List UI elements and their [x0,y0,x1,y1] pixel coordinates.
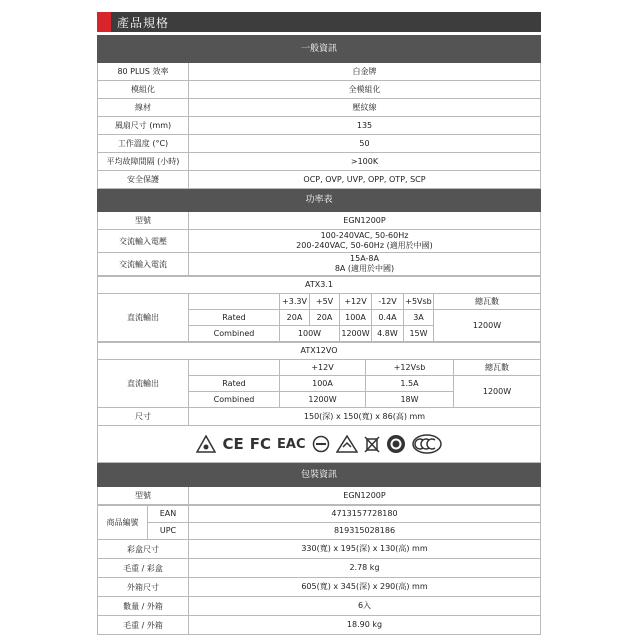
package-model-row [97,487,541,505]
row-label: 平均故障間隔 (小時) [98,153,189,170]
general-row [97,171,541,189]
upc-label: UPC [148,523,189,540]
rohs-circle-icon [386,434,406,454]
certification-logos [97,426,541,463]
row-label: 型號 [98,212,189,229]
row-value: 全模組化 [348,84,381,94]
package-row [97,540,541,559]
row-value: 6入 [357,601,372,610]
size-row [97,408,541,426]
row-value: 50 [359,138,370,148]
atx31-table [97,276,541,342]
power-header: 功率表 [97,189,541,212]
combined-value: 1200W [340,326,372,342]
ean-value: 4713157728180 [189,506,541,523]
row-value: 135 [356,120,373,130]
combined-value: 4.8W [372,326,404,342]
dc-output-label: 直流輸出 [98,360,189,408]
row-value: EGN1200P [343,215,386,225]
row-label: 毛重 / 外箱 [98,616,189,634]
row-value: >100K [350,156,379,166]
row-label: 安全保護 [98,171,189,188]
rated-value: 1.5A [366,376,454,392]
row-label: 模組化 [98,81,189,98]
row-value: 白金牌 [352,66,377,76]
page-title: 產品規格 [117,16,170,30]
atx31-title: ATX3.1 [98,277,541,294]
ac-voltage-1: 100-240VAC, 50-60Hz [320,231,409,240]
fcc-mark: FC [249,435,272,453]
row-value: EGN1200P [343,490,386,500]
recycle-triangle-icon [196,435,216,453]
combined-value: 15W [404,326,434,342]
row-label: 型號 [98,487,189,504]
atx12vo-table [97,342,541,408]
rated-value: 0.4A [372,310,404,326]
row-value [189,253,540,275]
combined-label: Combined [189,326,280,342]
weee-bin-icon [364,435,380,453]
ac-voltage-2: 200-240VAC, 50-60Hz (適用於中國) [296,241,433,250]
package-row [97,616,541,635]
row-value: OCP, OVP, UVP, OPP, OTP, SCP [303,174,426,184]
row-value: 18.90 kg [346,620,383,629]
general-row [97,63,541,81]
ac-voltage-row [97,230,541,253]
row-label: 彩盒尺寸 [98,540,189,558]
row-value: 605(寬) x 345(深) x 290(高) mm [301,582,428,591]
row-label: 交流輸入電流 [98,253,189,275]
ce-mark: CE [222,435,244,453]
ac-current-row [97,253,541,276]
combined-label: Combined [189,392,280,408]
title-accent [97,12,111,32]
rated-label: Rated [189,376,280,392]
col-header: +12V [340,294,372,310]
total-value: 1200W [434,310,541,342]
combined-value: 1200W [280,392,366,408]
blank-cell [189,294,280,310]
atx12vo-title: ATX12VO [98,343,541,360]
row-value: 150(深) x 150(寬) x 86(高) mm [303,411,426,421]
row-label: 風扇尺寸 (mm) [98,117,189,134]
row-label: 外箱尺寸 [98,578,189,596]
blank-cell [189,360,280,376]
package-row [97,578,541,597]
dc-output-label: 直流輸出 [98,294,189,342]
col-header: +12V [280,360,366,376]
row-label: 80 PLUS 效率 [98,63,189,80]
row-value: 330(寬) x 195(深) x 130(高) mm [301,544,428,553]
power-model-row [97,212,541,230]
ean-label: EAN [148,506,189,523]
ac-current-1: 15A-8A [350,254,379,263]
triangle-cert-icon [336,435,358,453]
row-value: 壓紋線 [352,102,377,112]
package-header: 包裝資訊 [97,463,541,487]
rated-value: 100A [340,310,372,326]
row-value: 2.78 kg [349,563,380,572]
general-rows [97,63,541,189]
row-label: 工作溫度 (°C) [98,135,189,152]
upc-value: 819315028186 [189,523,541,540]
col-header: +12Vsb [366,360,454,376]
eac-mark: EAC [277,436,306,452]
general-row [97,135,541,153]
row-label: 毛重 / 彩盒 [98,559,189,577]
row-label: 數量 / 外箱 [98,597,189,615]
combined-value: 18W [366,392,454,408]
combined-value: 100W [280,326,340,342]
row-label: 交流輸入電壓 [98,230,189,252]
package-row [97,559,541,578]
col-header: +5Vsb [404,294,434,310]
general-row [97,81,541,99]
spec-sheet [97,35,541,635]
ac-current-2: 8A (適用於中國) [334,264,395,273]
rated-value: 3A [404,310,434,326]
general-row [97,117,541,135]
safety-circle-icon [312,435,330,453]
row-value [189,230,540,252]
package-row [97,597,541,616]
row-label: 線材 [98,99,189,116]
total-label: 總瓦數 [454,360,541,376]
ccc-mark-icon [412,434,442,454]
col-header: -12V [372,294,404,310]
rated-value: 20A [310,310,340,326]
total-label: 總瓦數 [434,294,541,310]
spec-title-bar [97,12,541,32]
total-value: 1200W [454,376,541,408]
rated-value: 20A [280,310,310,326]
col-header: +3.3V [280,294,310,310]
row-label: 尺寸 [98,408,189,425]
general-row [97,99,541,117]
rated-label: Rated [189,310,280,326]
rated-value: 100A [280,376,366,392]
product-code-table [97,505,541,540]
general-header: 一般資訊 [97,35,541,63]
product-code-label: 商品編號 [98,506,148,540]
col-header: +5V [310,294,340,310]
general-row [97,153,541,171]
